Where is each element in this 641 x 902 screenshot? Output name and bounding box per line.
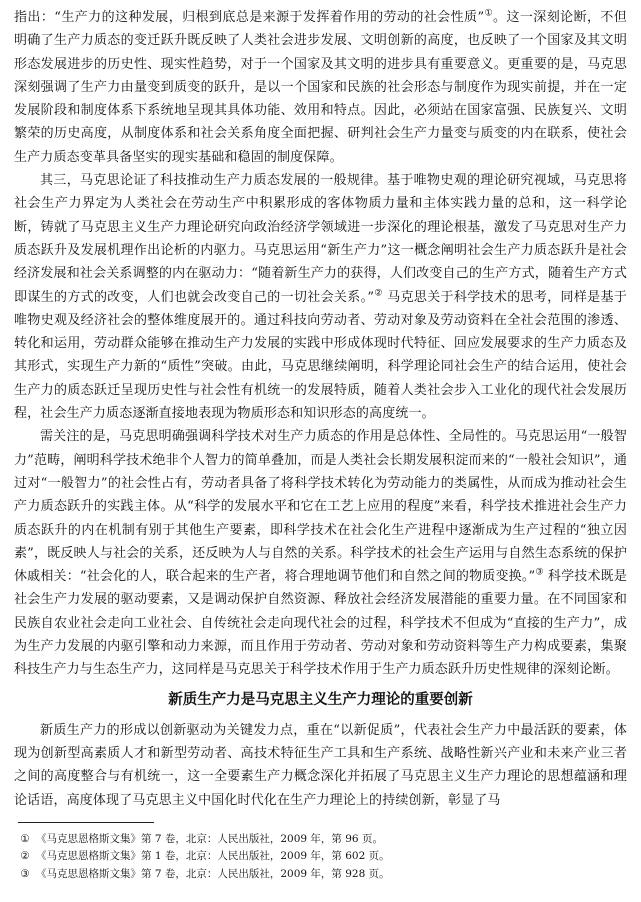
footnote-text: 《马克思恩格斯文集》第 7 卷，北京：人民出版社，2009 年，第 928 页。 (36, 867, 390, 880)
footnote-item (14, 866, 627, 884)
body-paragraph-4: 新质生产力的形成以创新驱动为关键发力点，重在“以新促质”，代表社会生产力中最活跃的要素，体现为创新型高素质人才和新型劳动者、高技术特征生产工具和生产系统、战略性新兴产业和未来产业三者之间的高度整合与有机统一，这一全要素生产力概念深化并拓展了马克思主义生产力理论的思想蕴涵和理论话语，高度体现了马克思主义中国化时代化在生产力理论上的持续创新，彰显了马 (14, 722, 627, 808)
paragraph-text: 指出：“生产力的这种发展，归根到底总是来源于发挥着作用的劳动的社会性质” (14, 10, 485, 25)
section-heading: 新质生产力是马克思主义生产力理论的重要创新 (168, 691, 473, 708)
footnote-number: ① (20, 832, 30, 845)
footnote-number: ② (20, 850, 30, 863)
body-paragraph-3 (14, 425, 627, 681)
paragraph-text: 马克思关于科学技术的思考，同样是基于唯物史观及经济社会的整体维度展开的。通过科技向劳动者、劳动对象及劳动资料在全社会范围的渗透、转化和运用，劳动群众能够在推动生产力发展的实践中形成体现时代特征、回应发展要求的生产力质态及其形式，实现生产力新的“质性”突破。由此，马克思继续阐明，科学理论同社会生产的结合运用，使社会生产力的质态跃迁呈现历史性与社会性有机统一的发展特质，随着人类社会步入工业化的现代社会发展历程，社会生产力质态逐渐直接地表现为物质形态和知识形态的高度统一。 (14, 289, 627, 422)
footnote-item (14, 831, 627, 849)
footnote-ref-3[interactable]: ③ (535, 567, 544, 578)
paragraph-text: 其三，马克思论证了科技推动生产力质态发展的一般规律。基于唯物史观的理论研究视域，马克思将社会生产力界定为人类社会在劳动生产中积累形成的客体物质力量和主体实践力量的总和，这一科学论断，铸就了马克思主义生产力理论研究向政治经济学领域进一步深化的理论根基，激发了马克思对生产力质态跃升及发展机理作出论析的内驱力。马克思运用“新生产力”这一概念阐明社会生产力质态跃升是社会经济发展和社会关系调整的内在驱动力：“随着新生产力的获得，人们改变自己的生产方式，随着生产方式即谋生的方式的改变，人们也就会改变自己的一切社会关系。” (14, 173, 627, 305)
footnote-ref-2[interactable]: ② (374, 288, 383, 299)
footnote-text: 《马克思恩格斯文集》第 7 卷，北京：人民出版社，2009 年，第 96 页。 (36, 832, 383, 845)
footnote-divider (18, 822, 154, 823)
paragraph-text: 需关注的是，马克思明确强调科学技术对生产力质态的作用是总体性、全局性的。马克思运用“一般智力”范畴，阐明科学技术绝非个人智力的简单叠加，而是人类社会长期发展积淀而来的“一般社会知识”，通过对“一般智力”的社会性占有，劳动者具备了将科学技术转化为劳动能力的类属性，从而成为推动社会生产力质态跃升的实践主体。从“科学的发展水平和它在工艺上应用的程度”来看，科学技术推进社会生产力质态跃升的内在机制有别于其他生产要素，即科学技术在社会化生产进程中逐渐成为生产过程的“独立因素”，既反映人与社会的关系，还反映为人与自然的关系。科学技术的社会生产运用与自然生态系统的保护休戚相关：“社会化的人，联合起来的生产者，将合理地调节他们和自然之间的物质变换。” (14, 429, 627, 585)
footnotes (14, 831, 627, 884)
body-paragraph-2 (14, 169, 627, 425)
footnote-ref-1[interactable]: ① (484, 8, 494, 19)
paragraph-text: 。这一深刻论断，不但明确了生产力质态的变迁跃升既反映了人类社会进步发展、文明创新的高度，也反映了一个国家及其文明形态发展进步的历史性、现实性趋势，对于一个国家及其文明的进步具有重要意义。更重要的是，马克思深刻强调了生产力由量变到质变的跃升，是以一个国家和民族的社会形态与制度作为现实前提，并在一定发展阶段和制度体系下系统地呈现其具体功能、效用和特点。因此，必须站在国家富强、民族复兴、文明繁荣的历史高度，从制度体系和社会关系角度全面把握、研判社会生产力量变与质变的内在联系，使社会生产力质态变革具备坚实的现实基础和稳固的制度保障。 (14, 10, 627, 165)
footnote-item (14, 848, 627, 866)
paragraph-text: 科学技术既是社会生产力发展的驱动要素，又是调动保护自然资源、释放社会经济发展潜能的重要力量。在不同国家和民族自农业社会走向工业社会、自传统社会走向现代社会的过程，科学技术不但成为“直接的生产力”，成为生产力发展的内驱引擎和动力来源，而且作用于劳动者、劳动对象和劳动资料等生产力构成要素，集聚科技生产力与生态生产力，这同样是马克思关于科学技术作用于生产力质态跃升历史性规律的深刻论断。 (14, 569, 627, 678)
document-page (14, 6, 627, 883)
body-paragraph-1 (14, 6, 627, 169)
footnote-number: ③ (20, 867, 30, 880)
footnote-text: 《马克思恩格斯文集》第 1 卷，北京：人民出版社，2009 年，第 602 页。 (36, 850, 390, 863)
